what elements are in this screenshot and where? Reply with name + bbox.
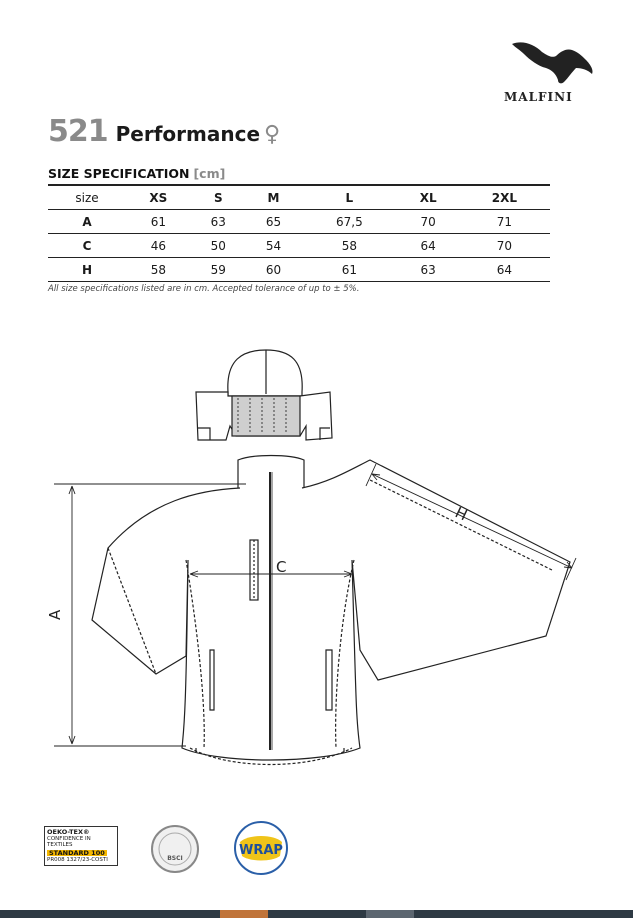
table-cell: 50 xyxy=(191,234,246,258)
bar-segment xyxy=(268,910,366,918)
header-cell: M xyxy=(246,185,301,210)
brand-logo xyxy=(500,38,600,108)
oeko-brand: OEKO-TEX® xyxy=(47,828,90,836)
table-cell: 65 xyxy=(246,210,301,234)
table-cell: 61 xyxy=(126,210,191,234)
table-cell: 58 xyxy=(301,234,398,258)
eagle-icon xyxy=(508,38,598,88)
header-cell: S xyxy=(191,185,246,210)
oeko-code: PR008 1327/23-COSTI xyxy=(47,857,108,863)
label-c: C xyxy=(276,558,287,576)
bar-segment xyxy=(414,910,633,918)
product-code: 521 xyxy=(48,114,108,149)
table-cell: 59 xyxy=(191,258,246,282)
table-header-row xyxy=(48,185,550,210)
table-cell: 46 xyxy=(126,234,191,258)
table-row xyxy=(48,210,550,234)
hood-drawing xyxy=(196,350,332,440)
label-a: A xyxy=(46,609,64,620)
header-cell: XS xyxy=(126,185,191,210)
table-cell: 60 xyxy=(246,258,301,282)
spec-title: SIZE SPECIFICATION xyxy=(48,166,190,181)
table-cell: 70 xyxy=(459,234,550,258)
table-row xyxy=(48,234,550,258)
product-name: Performance xyxy=(115,122,261,146)
row-label: H xyxy=(48,258,126,282)
table-cell: 58 xyxy=(126,258,191,282)
row-label: A xyxy=(48,210,126,234)
wrap-text: WRAP xyxy=(239,843,283,858)
jacket-drawing xyxy=(0,340,633,770)
table-cell: 63 xyxy=(398,258,459,282)
oeko-line1: CONFIDENCE IN TEXTILES xyxy=(47,835,91,848)
size-table xyxy=(48,184,550,282)
bsci-text: BSCI xyxy=(167,855,183,862)
header-cell: L xyxy=(301,185,398,210)
header-cell: XL xyxy=(398,185,459,210)
row-label: C xyxy=(48,234,126,258)
table-cell: 63 xyxy=(191,210,246,234)
bar-segment xyxy=(366,910,414,918)
table-cell: 64 xyxy=(459,258,550,282)
spec-heading xyxy=(48,166,225,181)
table-cell: 67,5 xyxy=(301,210,398,234)
bsci-badge xyxy=(150,824,200,874)
oeko-tex-badge xyxy=(44,826,118,866)
bar-segment xyxy=(220,910,268,918)
table-cell: 70 xyxy=(398,210,459,234)
table-cell: 71 xyxy=(459,210,550,234)
table-row xyxy=(48,258,550,282)
jacket-body-drawing xyxy=(92,456,570,765)
oeko-standard: STANDARD 100 xyxy=(49,848,105,857)
bar-segment xyxy=(0,910,220,918)
label-h: H xyxy=(452,503,471,525)
female-icon: ♀ xyxy=(264,122,281,147)
wrap-badge xyxy=(228,820,294,876)
header-cell: size xyxy=(48,185,126,210)
brand-name: MALFINI xyxy=(504,90,573,104)
spec-unit: [cm] xyxy=(193,166,226,181)
bottom-color-bar xyxy=(0,910,633,918)
product-title xyxy=(48,114,280,150)
tolerance-note: All size specifications listed are in cm. Accepted tolerance of up to ± 5%. xyxy=(48,284,360,294)
table-cell: 61 xyxy=(301,258,398,282)
header-cell: 2XL xyxy=(459,185,550,210)
table-cell: 54 xyxy=(246,234,301,258)
table-cell: 64 xyxy=(398,234,459,258)
